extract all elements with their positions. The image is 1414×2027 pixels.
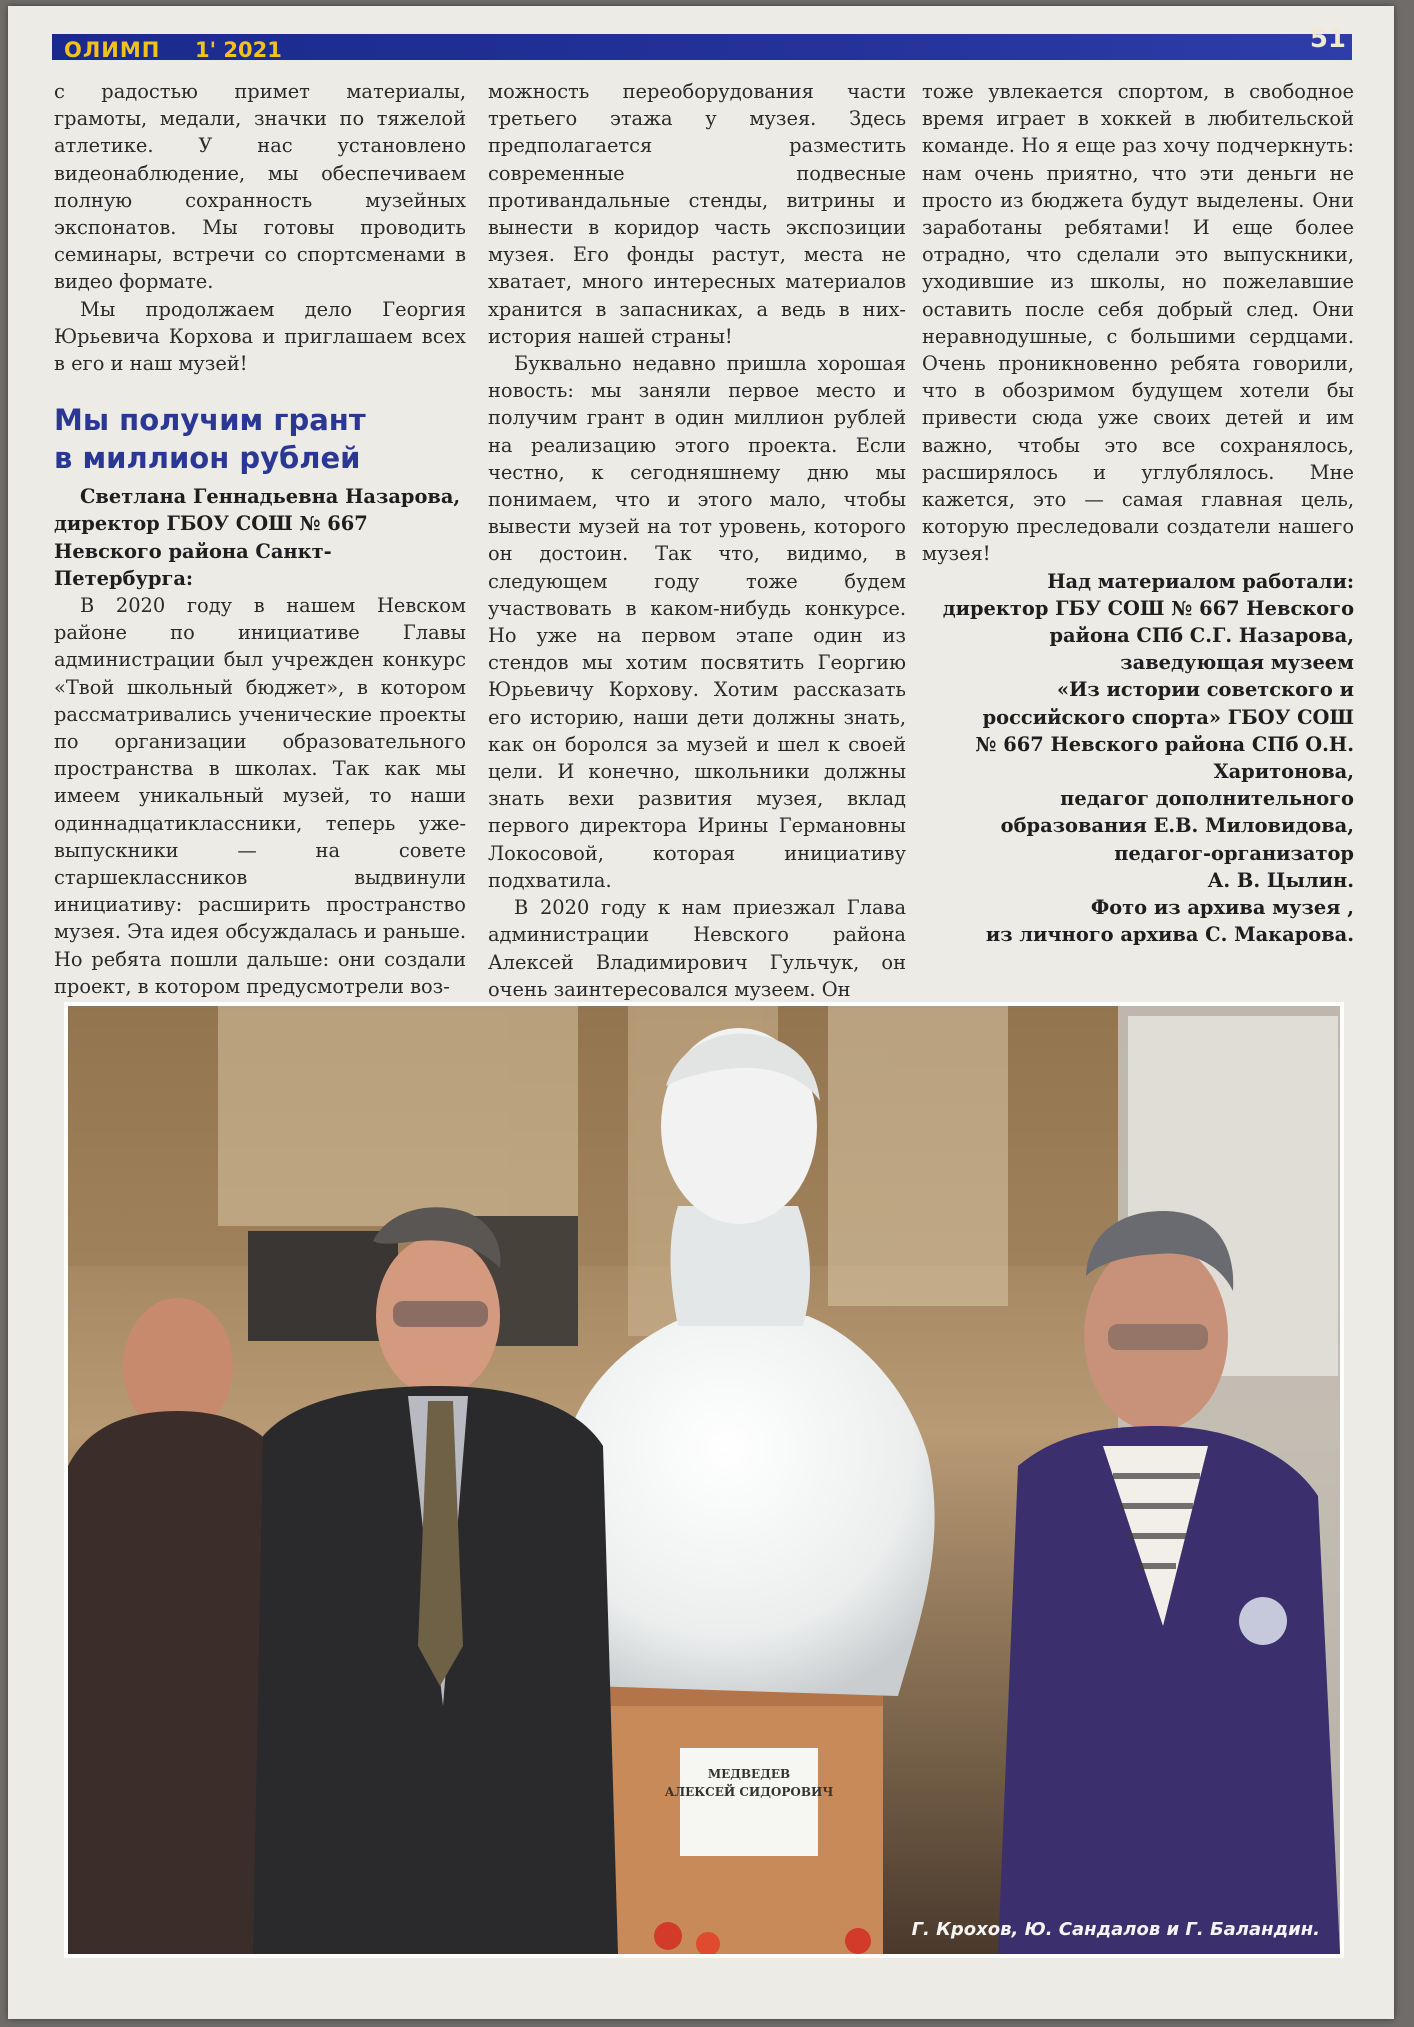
credits-line: «Из истории советского и — [1056, 678, 1354, 702]
col2-paragraph-1: можность переоборудования части третьего этажа у музея. Здесь предполагается разместить современные подвесные противандальные стенды, витрины и вынести в коридор часть экспозиции музея. Его фонды растут, места не хватает, много интересных материалов хранится в запасниках, а ведь в них-история нашей страны! — [488, 80, 906, 348]
article-headline — [54, 401, 466, 477]
credits-line: Над материалом работали: — [1047, 569, 1354, 593]
col3-paragraph-1: тоже увлекается спортом, в свободное время играет в хоккей в любительской команде. Но я еще раз хочу подчеркнуть: нам очень приятно, что эти деньги не просто из бюджета будут выделены. Они заработаны ребятами! И еще более отрадно, что сделали это выпускники, уходившие из школы, но пожелавшие оставить после себя добрый след. Они неравнодушные, с большими сердцами. Очень проникновенно ребята говорили, что в обозримом будущем хотели бы привести сюда уже своих детей и им важно, чтобы это все сохранялось, расширялось и углублялось. Мне кажется, это — самая главная цель, которую преследовали создатели нашего музея! — [922, 80, 1354, 566]
plaque-line-2: АЛЕКСЕЙ СИДОРОВИЧ — [664, 1785, 834, 1799]
name-plaque — [680, 1748, 818, 1856]
credits-line: директор ГБУ СОШ № 667 Невского — [942, 596, 1354, 620]
credits-line: педагог дополнительного — [1060, 787, 1354, 811]
credits-block — [922, 568, 1354, 949]
credits-line: А. В. Цылин. — [1207, 868, 1354, 892]
credits-line: Фото из архива музея , — [1090, 896, 1354, 920]
issue-number: 1' 2021 — [195, 38, 282, 62]
magazine-page — [8, 6, 1394, 2019]
page-header — [52, 14, 1352, 64]
col2-paragraph-2: Буквально недавно пришла хорошая новость: мы заняли первое место и получим грант в один миллион рублей на реализацию этого проекта. Если честно, к сегодняшнему дню мы понимаем, что и этого мало, чтобы вывести музей на тот уровень, которого он достоин. Так что, видимо, в следующем году тоже будем участвовать в каком-нибудь конкурсе. Но уже на первом этапе один из стендов мы хотим посвятить Георгию Юрьевичу Корхову. Хотим рассказать его историю, наши дети должны знать, как он боролся за музей и шел к своей цели. И конечно, школьники должны знать вехи развития музея, вклад первого директора Ирины Германовны Локосовой, которая инициативу подхватила. — [488, 352, 906, 892]
credits-line: района СПб С.Г. Назарова, — [1049, 624, 1354, 648]
credits-line: российского спорта» ГБОУ СОШ — [982, 705, 1354, 729]
credits-line: педагог-организатор — [1114, 841, 1354, 865]
col1-paragraph-1: с радостью примет материалы, грамоты, медали, значки по тяжелой атлетике. У нас установлено видеонаблюдение, мы обеспечиваем полную сохранность музейных экспонатов. Мы готовы проводить семинары, встречи со спортсменами в видео формате. — [54, 80, 466, 294]
plaque-line-1: МЕДВЕДЕВ — [707, 1767, 791, 1781]
byline: Светлана Геннадьевна Назарова, директор ГБОУ СОШ № 667 Невского района Санкт-Петербурга: — [54, 485, 461, 590]
photo-illustration — [68, 1006, 1340, 1954]
column-1 — [54, 78, 466, 1000]
masthead: ОЛИМП — [64, 38, 161, 62]
photo-caption: Г. Крохов, Ю. Сандалов и Г. Баландин. — [911, 1919, 1320, 1940]
column-2 — [488, 78, 906, 1003]
column-3 — [922, 78, 1354, 949]
credits-line: № 667 Невского района СПб О.Н. — [975, 732, 1354, 756]
col1-paragraph-2: Мы продолжаем дело Георгия Юрьевича Корхова и приглашаем всех в его и наш музей! — [54, 297, 466, 376]
credits-line: образования Е.В. Миловидова, — [1000, 814, 1354, 838]
headline-line-2: в миллион рублей — [54, 441, 361, 476]
col1-paragraph-3: В 2020 году в нашем Невском районе по инициативе Главы администрации был учрежден конкурс «Твой школьный бюджет», в котором рассматривались ученические проекты по организации образовательного пространства в школах. Так как мы имеем уникальный музей, то наши одиннадцатиклассники, теперь уже-выпускники — на совете старшеклассников выдвинули инициативу: расширить пространство музея. Эта идея обсуждалась и раньше. Но ребята пошли дальше: они создали проект, в котором предусмотрели воз- — [54, 594, 466, 998]
museum-photo — [68, 1006, 1340, 1954]
col2-paragraph-3: В 2020 году к нам приезжал Глава администрации Невского района Алексей Владимирович Гульчук, он очень заинтересовался музеем. Он — [488, 896, 906, 1001]
headline-line-1: Мы получим грант — [54, 403, 366, 438]
credits-line: из личного архива С. Макарова. — [985, 923, 1354, 947]
credits-line: Харитонова, — [1213, 760, 1354, 784]
credits-line: заведующая музеем — [1120, 651, 1354, 675]
page-number: 51 — [1309, 24, 1346, 54]
